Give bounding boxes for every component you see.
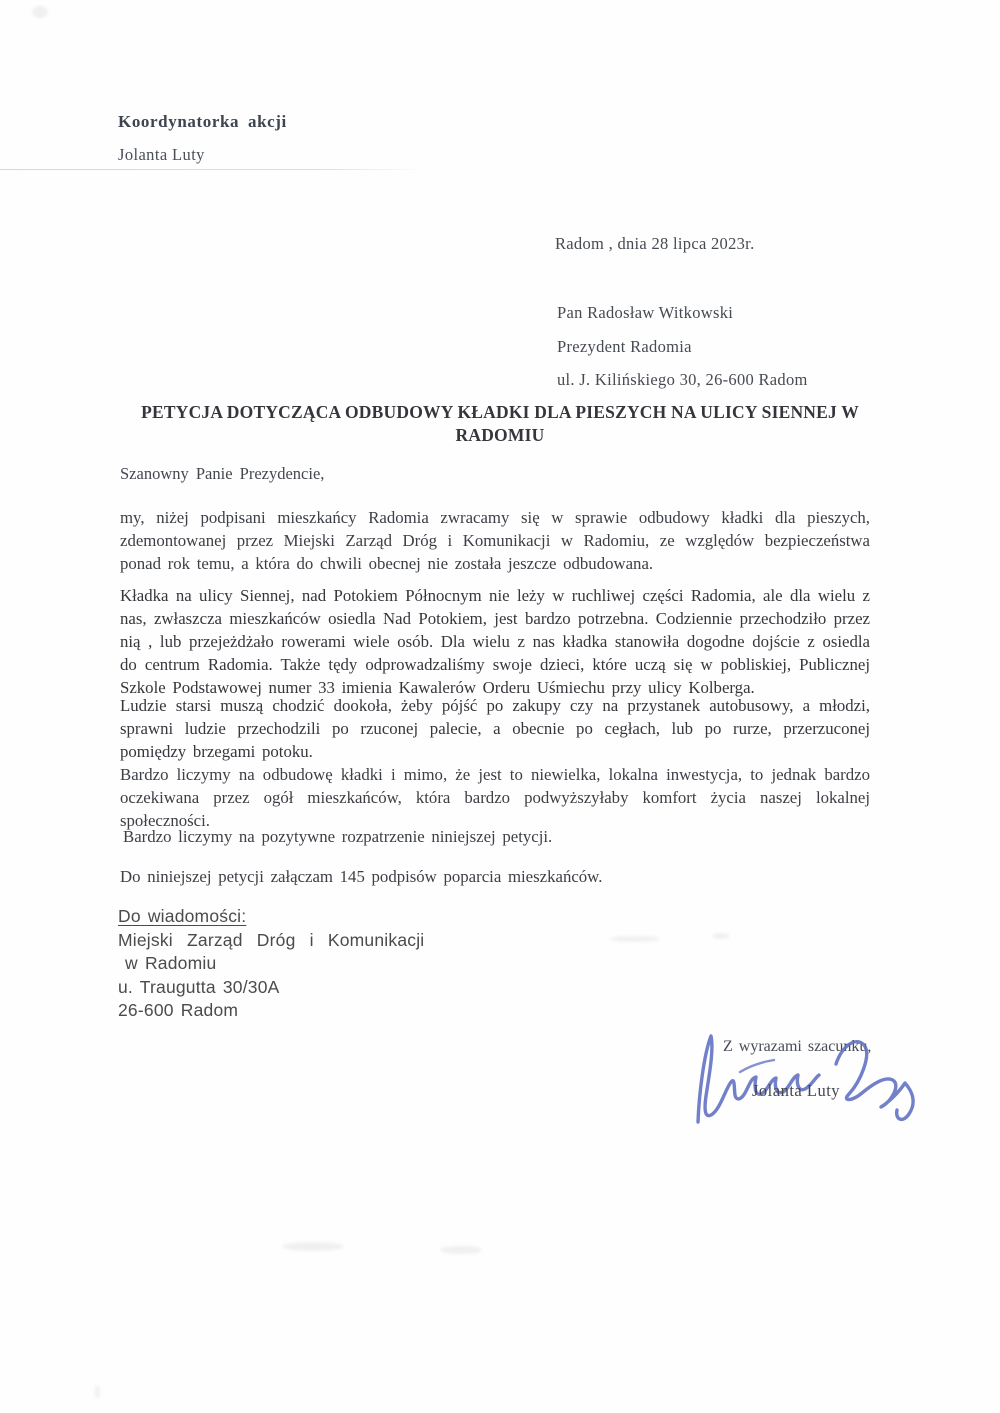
- paragraph-4: Bardzo liczymy na odbudowę kładki i mimo, że jest to niewielka, lokalna inwestycja, to jednak bardzo oczekiwana przez ogół mieszkańców, która bardzo podwyższyłaby komfort życia naszej lokalnej społeczności.: [120, 765, 870, 830]
- cc-postal: 26-600 Radom: [118, 1000, 239, 1020]
- recipient-block: [557, 296, 808, 397]
- recipient-name: Pan Radosław Witkowski: [557, 303, 734, 322]
- salutation: Szanowny Panie Prezydencie,: [120, 464, 325, 483]
- cc-block: [118, 905, 424, 1023]
- scan-artifact: [95, 1385, 100, 1399]
- coordinator-label: Koordynatorka akcji: [118, 112, 287, 131]
- paragraph-6: Do niniejszej petycji załączam 145 podpisów poparcia mieszkańców.: [120, 867, 603, 886]
- scan-artifact: [440, 1246, 482, 1254]
- cc-city: w Radomiu: [118, 953, 217, 973]
- scan-artifact: [712, 933, 730, 939]
- paragraph-3: Ludzie starsi muszą chodzić dookoła, żeby pójść po zakupy czy na przystanek autobusowy, a młodzi, sprawni ludzie przechodzili po rzuconej palecie, a obecnie po cegłach, lub po rurze, przerzuconej pomiędzy brzegami potoku.: [120, 696, 870, 761]
- dateline: Radom , dnia 28 lipca 2023r.: [555, 234, 755, 253]
- recipient-role: Prezydent Radomia: [557, 336, 692, 356]
- cc-organization: Miejski Zarząd Dróg i Komunikacji: [118, 929, 425, 950]
- signature-printed-name: Jolanta Luty: [752, 1081, 841, 1100]
- scan-artifact: [32, 6, 48, 18]
- scan-artifact: [610, 936, 660, 942]
- petition-title: [105, 401, 895, 447]
- cc-street: u. Traugutta 30/30A: [118, 976, 280, 997]
- coordinator-name: Jolanta Luty: [118, 145, 205, 164]
- scan-artifact: [282, 1242, 344, 1251]
- header-block: [118, 112, 287, 165]
- paragraph-5: Bardzo liczymy na pozytywne rozpatrzenie niniejszej petycji.: [123, 827, 553, 846]
- header-divider: [0, 169, 424, 170]
- cc-heading: Do wiadomości:: [118, 906, 247, 926]
- petition-title-line2: RADOMIU: [455, 425, 545, 445]
- closing-phrase: Z wyrazami szacunku,: [723, 1038, 872, 1055]
- paragraph-1: my, niżej podpisani mieszkańcy Radomia zwracamy się w sprawie odbudowy kładki dla pieszych, zdemontowanej przez Miejski Zarząd Dróg i Komunikacji w Radomiu, ze względów bezpieczeństwa ponad rok temu, a która do chwili obecnej nie została jeszcze odbudowana.: [120, 508, 870, 573]
- paragraph-2: Kładka na ulicy Siennej, nad Potokiem Północnym nie leży w ruchliwej części Radomia, ale dla wielu z nas, zwłaszcza mieszkańców osiedla Nad Potokiem, jest bardzo potrzebna. Codziennie przechodziło przez nią , lub przejeżdżało rowerami wiele osób. Dla wielu z nas kładka stanowiła dogodne dojście z osiedla do centrum Radomia. Także tędy odprowadzaliśmy swoje dzieci, które uczą się w pobliskiej, Publicznej Szkole Podstawowej numer 33 imienia Kawalerów Orderu Uśmiechu przy ulicy Kolberga.: [120, 586, 870, 697]
- recipient-address: ul. J. Kilińskiego 30, 26-600 Radom: [557, 370, 808, 389]
- petition-title-line1: PETYCJA DOTYCZĄCA ODBUDOWY KŁADKI DLA PIESZYCH NA ULICY SIENNEJ W: [141, 402, 859, 422]
